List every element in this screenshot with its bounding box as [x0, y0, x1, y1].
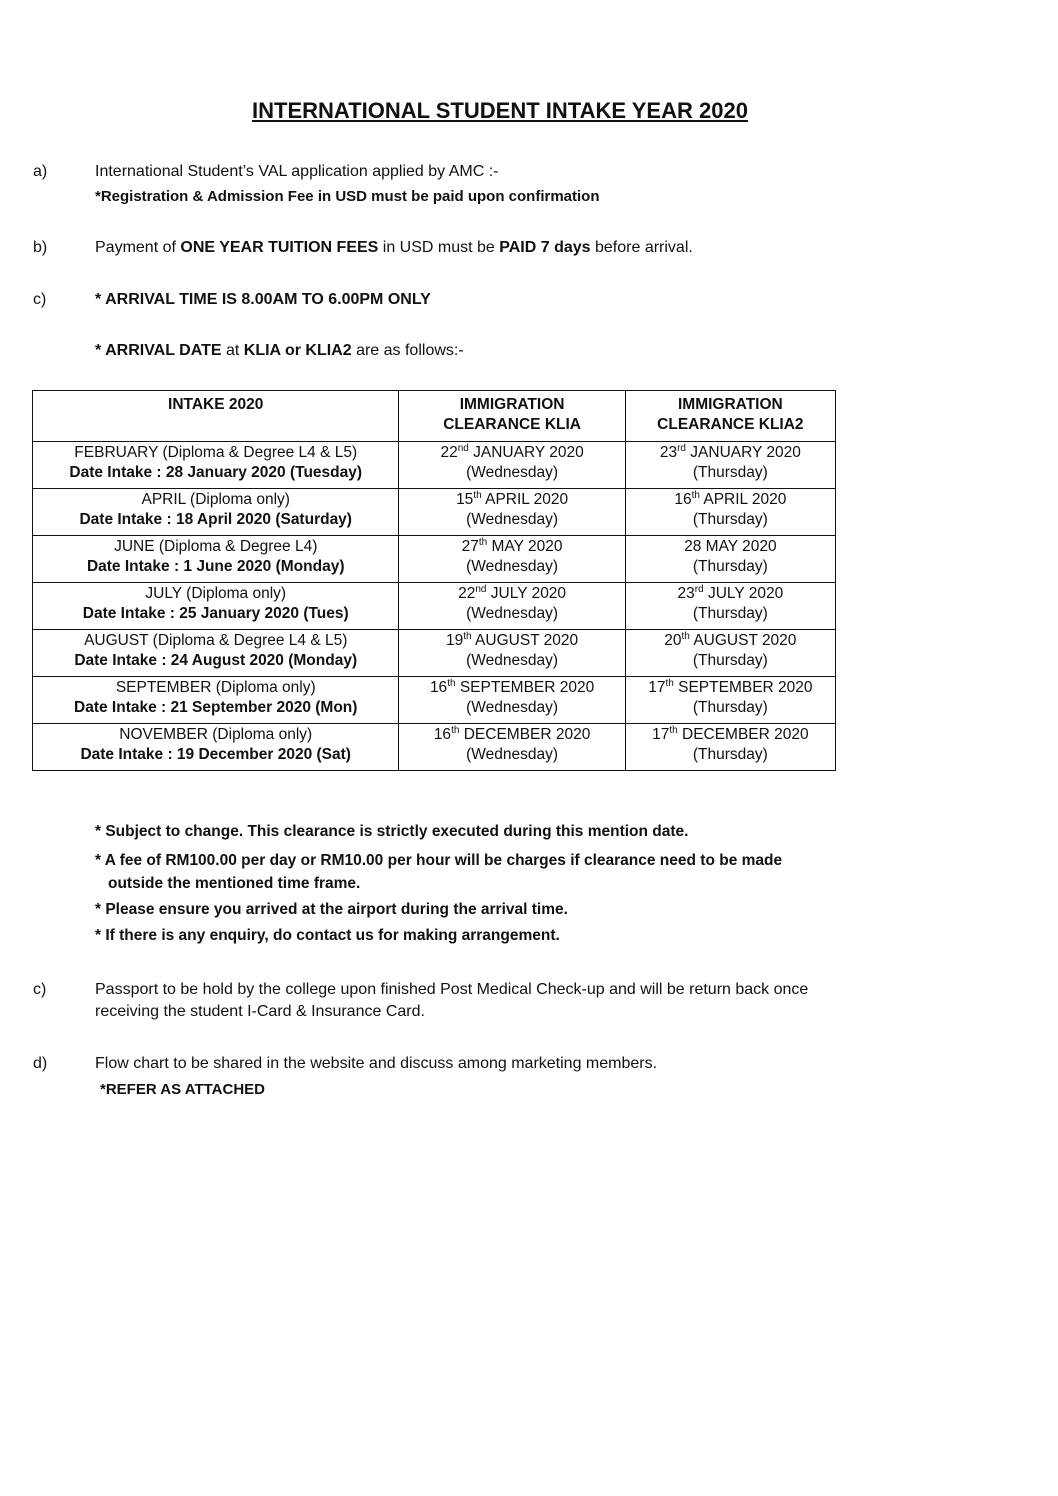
- section-c2-marker: c): [33, 981, 47, 998]
- klia2-day: 17: [648, 679, 666, 696]
- klia2-weekday: (Thursday): [692, 699, 768, 716]
- arrival-date-text-1: at: [221, 342, 244, 359]
- header-intake-text: INTAKE 2020: [168, 396, 264, 413]
- klia2-suffix: rd: [677, 442, 686, 454]
- klia-cell: [399, 724, 625, 771]
- klia-month-year: APRIL 2020: [481, 491, 569, 508]
- note-4: * If there is any enquiry, do contact us for making arrangement.: [95, 927, 560, 944]
- klia-day: 27: [461, 538, 479, 555]
- intake-name: NOVEMBER (Diploma only): [119, 726, 313, 743]
- table-row: [33, 677, 836, 724]
- header-klia2-line1: IMMIGRATION: [677, 396, 783, 413]
- klia-date: [401, 537, 622, 557]
- section-b-marker: b): [33, 239, 48, 256]
- arrival-date-text-2: are as follows:-: [351, 342, 464, 359]
- klia2-cell: [625, 724, 835, 771]
- intake-name: JULY (Diploma only): [145, 585, 287, 602]
- klia2-month-year: JANUARY 2020: [686, 444, 801, 461]
- header-klia-line2: CLEARANCE KLIA: [443, 416, 581, 433]
- klia-cell: [399, 677, 625, 724]
- intake-cell: [33, 489, 399, 536]
- klia-month-year: MAY 2020: [487, 538, 563, 555]
- section-d-line2: *REFER AS ATTACHED: [100, 1081, 265, 1098]
- klia2-date: [628, 725, 833, 745]
- klia-cell: [399, 536, 625, 583]
- klia2-date: [628, 537, 833, 557]
- header-klia: [399, 391, 625, 442]
- section-c2-line1: Passport to be hold by the college upon finished Post Medical Check-up and will be return back once: [95, 981, 809, 998]
- section-b-text-1: Payment of: [95, 239, 181, 256]
- klia-cell: [399, 630, 625, 677]
- klia-suffix: th: [447, 677, 456, 689]
- klia-month-year: JULY 2020: [486, 585, 567, 602]
- intake-name: JUNE (Diploma & Degree L4): [114, 538, 318, 555]
- klia2-cell: [625, 489, 835, 536]
- klia-month-year: JANUARY 2020: [468, 444, 584, 461]
- klia2-day: 17: [652, 726, 670, 743]
- klia-day: 19: [446, 632, 464, 649]
- klia2-date: [628, 678, 833, 698]
- klia2-suffix: rd: [694, 583, 704, 595]
- klia-weekday: (Wednesday): [466, 511, 559, 528]
- klia2-month-year: APRIL 2020: [699, 491, 787, 508]
- section-b-text: [95, 239, 693, 257]
- page-title: INTERNATIONAL STUDENT INTAKE YEAR 2020: [252, 98, 748, 123]
- header-klia2: [625, 391, 835, 442]
- klia2-weekday: (Thursday): [692, 511, 768, 528]
- klia-cell: [399, 442, 625, 489]
- klia-month-year: SEPTEMBER 2020: [455, 679, 595, 696]
- section-c2-line2: receiving the student I-Card & Insurance Card.: [95, 1003, 425, 1020]
- note-1: * Subject to change. This clearance is strictly executed during this mention date.: [95, 823, 689, 840]
- klia-weekday: (Wednesday): [466, 699, 559, 716]
- klia2-day: 28 MAY 2020: [684, 538, 777, 555]
- section-a-marker: a): [33, 163, 48, 180]
- klia-weekday: (Wednesday): [466, 746, 559, 763]
- intake-name: SEPTEMBER (Diploma only): [115, 679, 316, 696]
- klia-month-year: DECEMBER 2020: [459, 726, 591, 743]
- klia2-weekday: (Thursday): [692, 652, 768, 669]
- klia2-month-year: AUGUST 2020: [689, 632, 797, 649]
- klia2-weekday: (Thursday): [692, 464, 768, 481]
- klia2-suffix: th: [669, 724, 678, 736]
- klia2-month-year: SEPTEMBER 2020: [673, 679, 813, 696]
- section-c1-marker: c): [33, 291, 47, 308]
- klia2-month-year: DECEMBER 2020: [677, 726, 809, 743]
- intake-date: Date Intake : 28 January 2020 (Tuesday): [69, 464, 363, 481]
- klia2-date: [628, 631, 833, 651]
- klia-cell: [399, 489, 625, 536]
- klia2-day: 16: [674, 491, 692, 508]
- klia2-date: [628, 490, 833, 510]
- intake-date: Date Intake : 24 August 2020 (Monday): [74, 652, 358, 669]
- intake-cell: [33, 536, 399, 583]
- section-a-line1: International Student’s VAL application applied by AMC :-: [95, 163, 499, 180]
- section-d-line1: Flow chart to be shared in the website and discuss among marketing members.: [95, 1055, 658, 1072]
- klia-suffix: th: [451, 724, 460, 736]
- klia-day: 15: [456, 491, 474, 508]
- klia-weekday: (Wednesday): [466, 652, 559, 669]
- table-row: [33, 724, 836, 771]
- klia-date: [401, 443, 622, 463]
- klia2-date: [628, 443, 833, 463]
- section-b-bold-2: PAID 7 days: [499, 239, 591, 256]
- intake-table: [32, 390, 836, 771]
- klia-day: 16: [433, 726, 452, 743]
- header-intake: [33, 391, 399, 442]
- klia2-cell: [625, 536, 835, 583]
- klia-suffix: nd: [475, 583, 487, 595]
- section-b-text-3: before arrival.: [590, 239, 693, 256]
- intake-date: Date Intake : 21 September 2020 (Mon): [74, 699, 358, 716]
- intake-date: Date Intake : 1 June 2020 (Monday): [86, 558, 345, 575]
- klia2-weekday: (Thursday): [692, 558, 768, 575]
- klia-day: 16: [429, 679, 448, 696]
- intake-cell: [33, 583, 399, 630]
- klia2-day: 23: [677, 585, 695, 602]
- arrival-date-bold-2: KLIA or KLIA2: [243, 342, 352, 359]
- klia-date: [401, 631, 622, 651]
- klia2-cell: [625, 442, 835, 489]
- klia2-weekday: (Thursday): [692, 746, 768, 763]
- klia-weekday: (Wednesday): [466, 558, 559, 575]
- section-d-marker: d): [33, 1055, 48, 1072]
- table-row: [33, 583, 836, 630]
- note-2: * A fee of RM100.00 per day or RM10.00 per hour will be charges if clearance need to be made: [95, 852, 783, 869]
- section-b-bold-1: ONE YEAR TUITION FEES: [180, 239, 379, 256]
- section-a-line2: *Registration & Admission Fee in USD must be paid upon confirmation: [95, 188, 600, 205]
- intake-name: FEBRUARY (Diploma & Degree L4 & L5): [74, 444, 358, 461]
- klia-day: 22: [440, 444, 458, 461]
- klia2-month-year: JULY 2020: [703, 585, 784, 602]
- intake-date: Date Intake : 19 December 2020 (Sat): [80, 746, 351, 763]
- table-row: [33, 442, 836, 489]
- intake-cell: [33, 677, 399, 724]
- klia2-cell: [625, 630, 835, 677]
- table-header-row: [33, 391, 836, 442]
- table-row: [33, 536, 836, 583]
- klia2-cell: [625, 677, 835, 724]
- intake-name: AUGUST (Diploma & Degree L4 & L5): [84, 632, 348, 649]
- intake-name: APRIL (Diploma only): [141, 491, 290, 508]
- arrival-date-line: [95, 342, 464, 360]
- klia-suffix: th: [473, 489, 482, 501]
- klia-suffix: th: [478, 536, 488, 548]
- table-row: [33, 630, 836, 677]
- table-body: [33, 442, 836, 771]
- klia2-day: 20: [664, 632, 682, 649]
- klia2-date: [628, 584, 833, 604]
- header-klia-line1: IMMIGRATION: [459, 396, 565, 413]
- klia2-day: 23: [659, 444, 678, 461]
- klia-weekday: (Wednesday): [466, 464, 559, 481]
- intake-cell: [33, 630, 399, 677]
- header-klia2-line2: CLEARANCE KLIA2: [657, 416, 804, 433]
- table-row: [33, 489, 836, 536]
- intake-date: Date Intake : 25 January 2020 (Tues): [82, 605, 349, 622]
- klia-day: 22: [458, 585, 476, 602]
- klia2-suffix: th: [691, 489, 700, 501]
- section-b-text-2: in USD must be: [378, 239, 500, 256]
- klia2-suffix: th: [665, 677, 674, 689]
- note-3: * Please ensure you arrived at the airport during the arrival time.: [95, 901, 568, 918]
- klia2-suffix: th: [681, 630, 690, 642]
- klia-weekday: (Wednesday): [466, 605, 559, 622]
- arrival-date-bold-1: * ARRIVAL DATE: [95, 342, 222, 359]
- klia2-cell: [625, 583, 835, 630]
- intake-cell: [33, 724, 399, 771]
- klia-date: [401, 725, 622, 745]
- arrival-time-line: * ARRIVAL TIME IS 8.00AM TO 6.00PM ONLY: [95, 291, 431, 308]
- klia-date: [401, 678, 622, 698]
- klia-month-year: AUGUST 2020: [471, 632, 579, 649]
- klia-date: [401, 584, 622, 604]
- intake-cell: [33, 442, 399, 489]
- klia-suffix: th: [463, 630, 472, 642]
- klia-suffix: nd: [457, 442, 469, 454]
- klia-date: [401, 490, 622, 510]
- intake-date: Date Intake : 18 April 2020 (Saturday): [79, 511, 352, 528]
- klia2-weekday: (Thursday): [692, 605, 768, 622]
- klia-cell: [399, 583, 625, 630]
- note-2-cont: outside the mentioned time frame.: [108, 875, 361, 892]
